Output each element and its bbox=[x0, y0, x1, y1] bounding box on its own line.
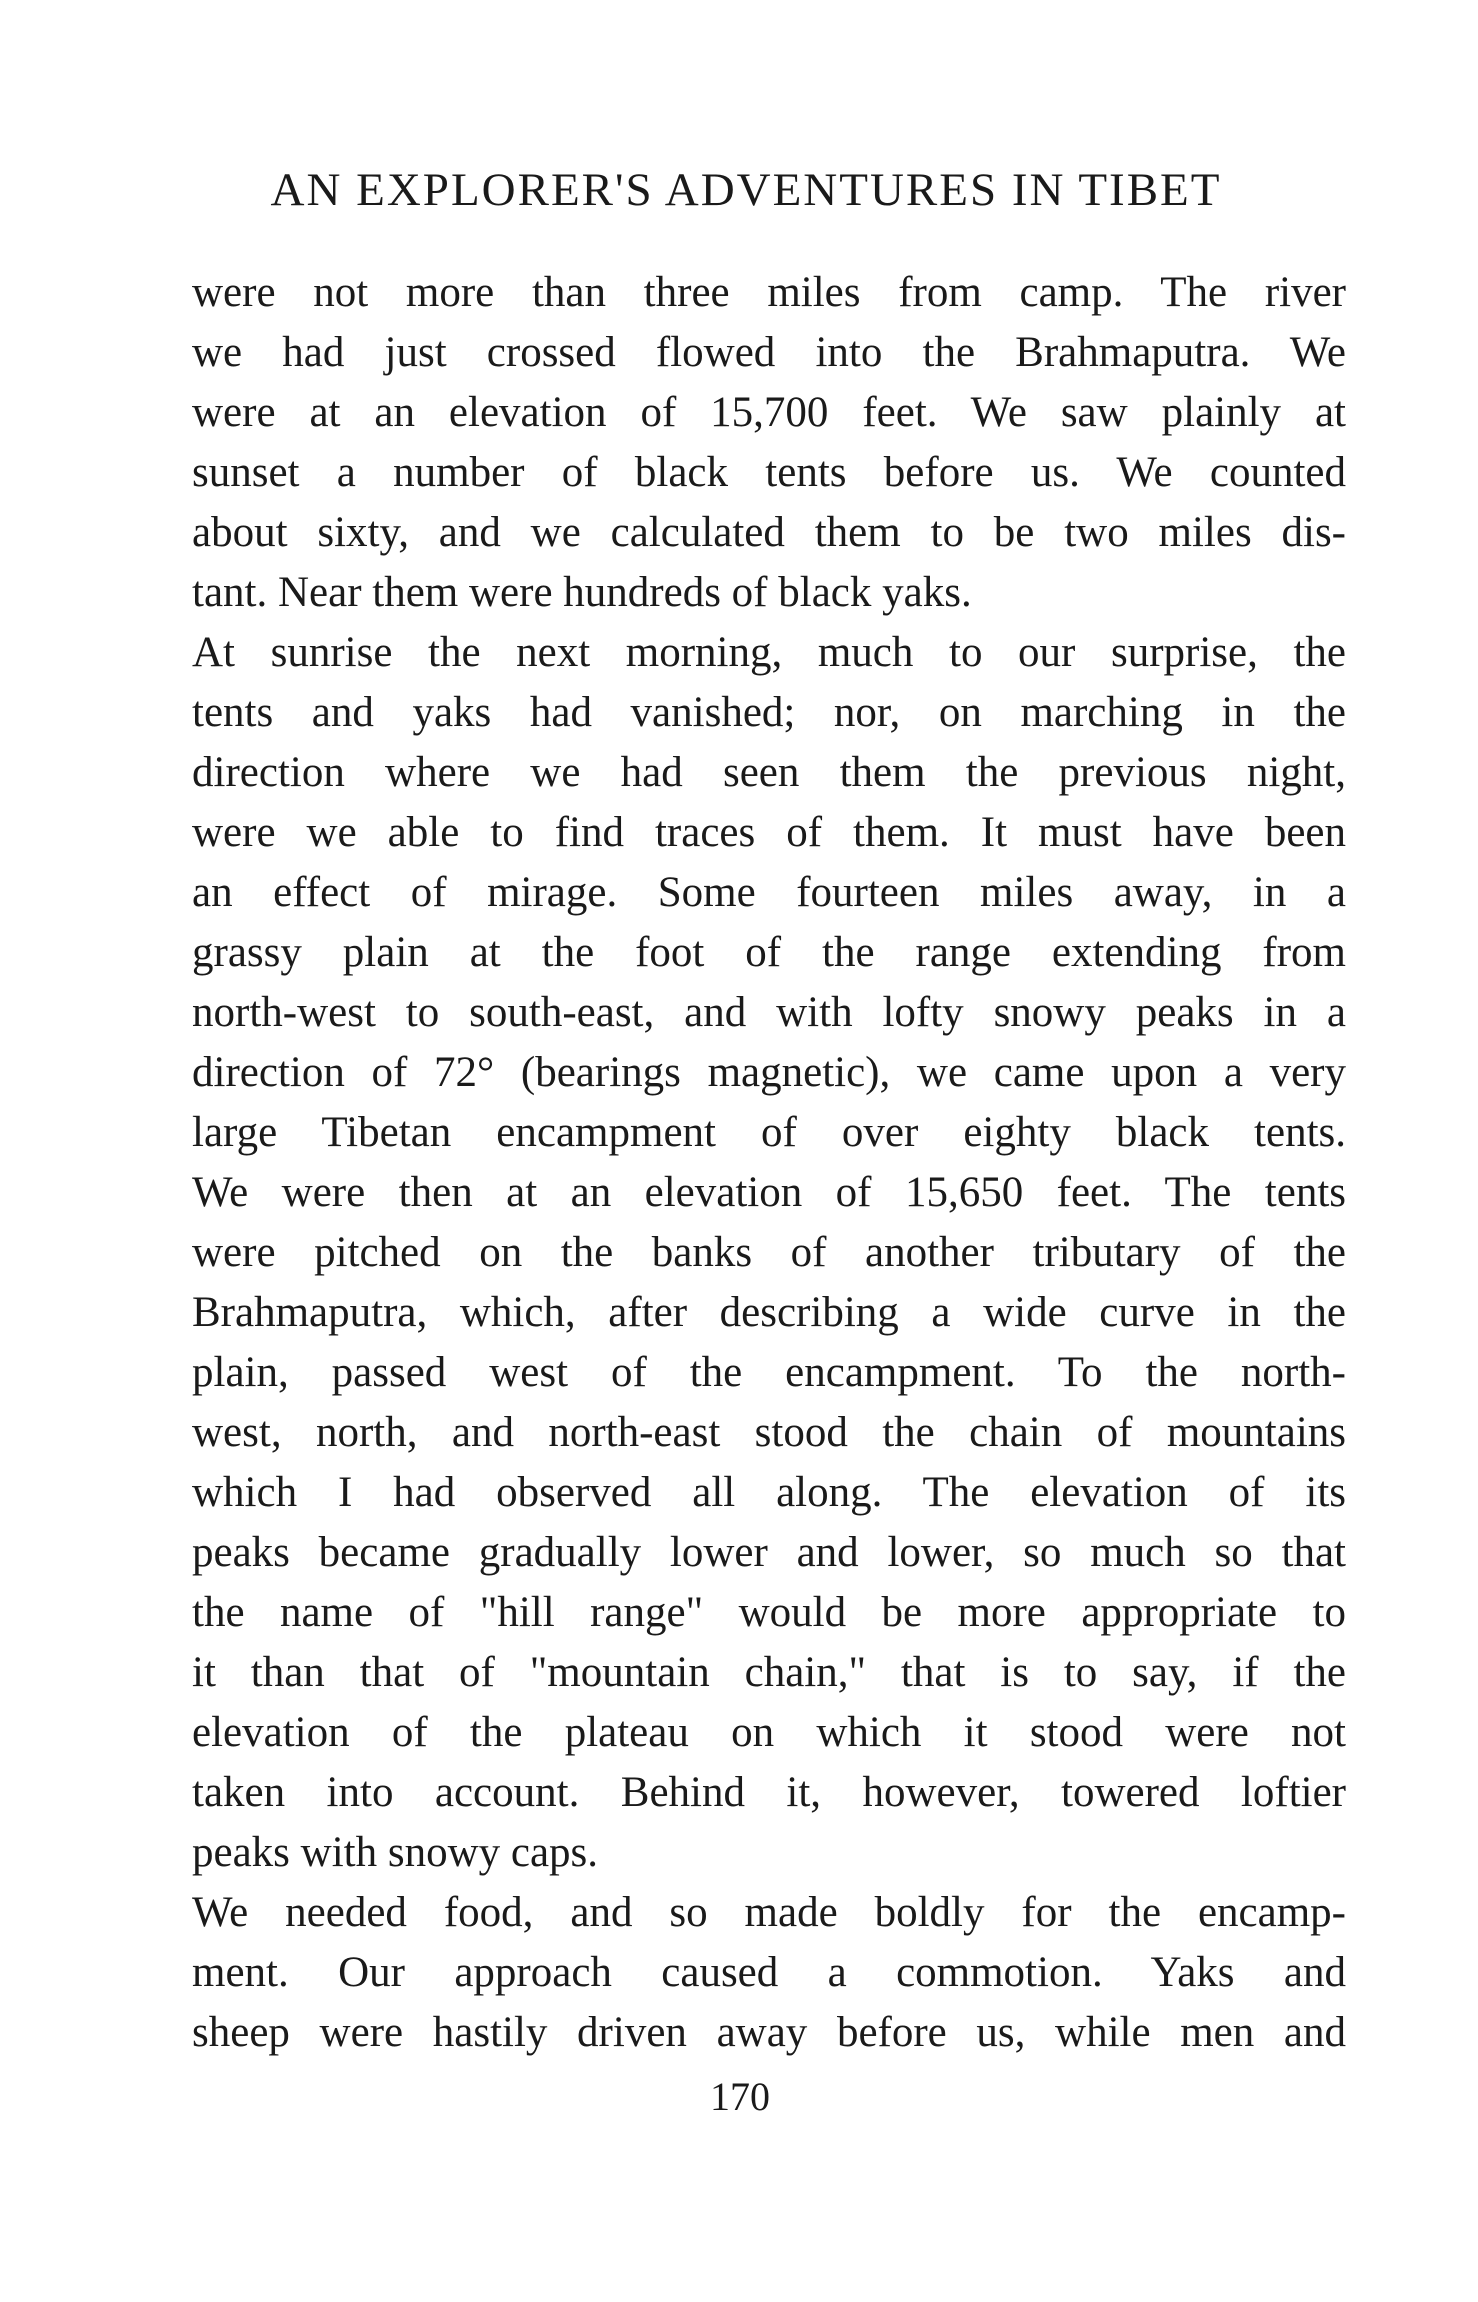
text-line: We were then at an elevation of 15,650 feet. The tents bbox=[192, 1169, 1346, 1216]
paragraph bbox=[192, 623, 1346, 1883]
text-line: direction where we had seen them the previous night, bbox=[192, 749, 1346, 796]
text-line: were we able to find traces of them. It must have been bbox=[192, 809, 1346, 856]
text-line: north-west to south-east, and with lofty snowy peaks in a bbox=[192, 989, 1346, 1036]
page-number: 170 bbox=[710, 2074, 770, 2119]
text-line: sunset a number of black tents before us. We counted bbox=[192, 449, 1346, 496]
running-head: AN EXPLORER'S ADVENTURES IN TIBET bbox=[270, 164, 1222, 216]
text-line: elevation of the plateau on which it stood were not bbox=[192, 1709, 1346, 1756]
text-line: We needed food, and so made boldly for the encamp- bbox=[192, 1889, 1346, 1936]
text-line: we had just crossed flowed into the Brahmaputra. We bbox=[192, 329, 1346, 376]
text-line: Brahmaputra, which, after describing a wide curve in the bbox=[192, 1289, 1346, 1336]
text-line: the name of "hill range" would be more appropriate to bbox=[192, 1589, 1346, 1636]
text-line: grassy plain at the foot of the range extending from bbox=[192, 929, 1346, 976]
text-line: about sixty, and we calculated them to be two miles dis- bbox=[192, 509, 1346, 556]
text-line: an effect of mirage. Some fourteen miles away, in a bbox=[192, 869, 1346, 916]
text-line: were pitched on the banks of another tributary of the bbox=[192, 1229, 1346, 1276]
text-line: plain, passed west of the encampment. To the north- bbox=[192, 1349, 1346, 1396]
text-line: peaks with snowy caps. bbox=[192, 1829, 599, 1876]
text-line: peaks became gradually lower and lower, so much so that bbox=[192, 1529, 1346, 1576]
paragraph bbox=[192, 1883, 1346, 2063]
text-line: taken into account. Behind it, however, towered loftier bbox=[192, 1769, 1346, 1816]
text-line: tant. Near them were hundreds of black yaks. bbox=[192, 569, 972, 616]
text-line: were at an elevation of 15,700 feet. We saw plainly at bbox=[192, 389, 1346, 436]
text-line: large Tibetan encampment of over eighty black tents. bbox=[192, 1109, 1346, 1156]
paragraph bbox=[192, 263, 1346, 623]
text-line: direction of 72° (bearings magnetic), we came upon a very bbox=[192, 1049, 1346, 1096]
text-line: At sunrise the next morning, much to our surprise, the bbox=[192, 629, 1346, 676]
text-line: it than that of "mountain chain," that is to say, if the bbox=[192, 1649, 1346, 1696]
text-line: tents and yaks had vanished; nor, on marching in the bbox=[192, 689, 1346, 736]
text-line: west, north, and north-east stood the chain of mountains bbox=[192, 1409, 1346, 1456]
text-line: were not more than three miles from camp. The river bbox=[192, 269, 1346, 316]
body-text bbox=[192, 263, 1346, 2063]
text-line: ment. Our approach caused a commotion. Yaks and bbox=[192, 1949, 1346, 1996]
text-line: which I had observed all along. The elevation of its bbox=[192, 1469, 1346, 1516]
text-line: sheep were hastily driven away before us, while men and bbox=[192, 2009, 1346, 2056]
